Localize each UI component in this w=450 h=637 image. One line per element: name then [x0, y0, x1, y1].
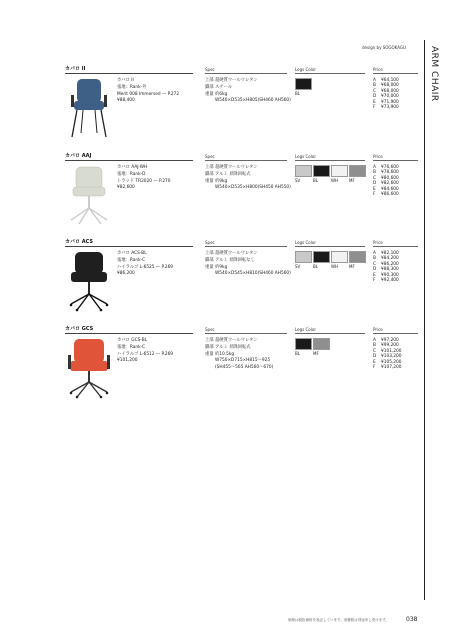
- price-value: ¥82,600: [381, 181, 399, 187]
- spec-row: [205, 338, 273, 345]
- spec-header: Spec: [205, 67, 215, 72]
- price-value: ¥86,200: [381, 261, 399, 267]
- info-line: ¥86,200: [117, 271, 135, 277]
- leg-color-swatch: [313, 251, 330, 263]
- price-list: [373, 338, 402, 370]
- chair-image: [65, 337, 113, 399]
- spec-value: 超硬質ウールウレタン: [215, 78, 258, 83]
- price-value: ¥97,200: [381, 338, 399, 343]
- price-grade: F: [373, 105, 376, 111]
- price-value: ¥68,000: [381, 88, 399, 94]
- price-row: [373, 192, 399, 197]
- price-row: [373, 105, 399, 110]
- info-line: ¥82,600: [117, 185, 135, 191]
- page-number: 038: [406, 616, 418, 623]
- product-section: [65, 65, 418, 147]
- spec-row: [205, 258, 291, 265]
- chair-image: [65, 77, 113, 139]
- price-grade: C: [373, 88, 377, 94]
- leg-color-swatch: [313, 338, 330, 350]
- price-header: Price: [373, 67, 383, 72]
- info-line: トラッド TR2020 ― P.270: [117, 178, 171, 184]
- price-grade: D: [373, 354, 377, 360]
- spec-header: Spec: [205, 240, 215, 245]
- spec-rule: [205, 73, 287, 74]
- spec-value: スチール: [215, 84, 233, 90]
- price-grade: B: [373, 343, 376, 349]
- spec-row: [205, 165, 291, 172]
- price-grade: F: [373, 192, 376, 198]
- price-value: ¥92,400: [381, 278, 399, 284]
- price-value: ¥107,200: [381, 365, 402, 371]
- price-grade: C: [373, 348, 377, 354]
- leg-color-label: BL: [295, 91, 300, 96]
- price-value: ¥71,900: [381, 99, 399, 105]
- leg-color-swatch: [295, 165, 312, 177]
- spec-value: W750×D715×H815〜925: [215, 358, 271, 364]
- leg-color-swatch: [331, 251, 348, 263]
- spec-rule: [205, 160, 287, 161]
- spec-value: (SH455〜565 AH560〜670): [215, 365, 274, 371]
- price-grade: F: [373, 365, 376, 371]
- leg-color-label: MF: [349, 178, 355, 183]
- leg-color-swatch: [295, 338, 312, 350]
- spec-value: 約9kg: [215, 264, 228, 270]
- legs-rule: [295, 160, 365, 161]
- leg-color-label: BL: [313, 178, 318, 183]
- legs-header: Legs Color: [295, 67, 316, 72]
- leg-color-swatch: [349, 165, 366, 177]
- legs-header: Legs Color: [295, 154, 316, 159]
- price-grade: D: [373, 181, 377, 187]
- price-grade: D: [373, 267, 377, 273]
- price-grade: B: [373, 256, 376, 262]
- spec-rule: [205, 246, 287, 247]
- price-row: [373, 365, 402, 370]
- spec-row: [205, 365, 273, 372]
- spec-value: 超硬質ウールウレタン: [215, 165, 258, 170]
- price-list: [373, 165, 399, 197]
- spec-value: 約6kg: [215, 91, 228, 97]
- spec-list: [205, 338, 273, 372]
- price-value: ¥70,000: [381, 94, 399, 100]
- price-value: ¥64,100: [381, 78, 399, 83]
- spec-key: 上部: [205, 251, 214, 256]
- section-rule: [65, 73, 193, 74]
- product-section: [65, 238, 418, 320]
- price-value: ¥76,600: [381, 165, 399, 170]
- chair-image: [65, 164, 113, 226]
- leg-color-label: MF: [313, 351, 319, 356]
- price-value: ¥99,200: [381, 343, 399, 349]
- spec-row: [205, 98, 291, 105]
- price-header: Price: [373, 327, 383, 332]
- spec-list: [205, 165, 291, 192]
- leg-color-swatch: [331, 165, 348, 177]
- price-rule: [373, 246, 418, 247]
- spec-header: Spec: [205, 154, 215, 159]
- price-grade: E: [373, 186, 376, 192]
- price-grade: B: [373, 170, 376, 176]
- spec-key: 上部: [205, 338, 214, 343]
- price-value: ¥68,000: [381, 83, 399, 89]
- price-value: ¥90,300: [381, 272, 399, 278]
- product-info: [117, 165, 171, 192]
- price-list: [373, 78, 399, 110]
- price-rule: [373, 160, 418, 161]
- product-section: [65, 325, 418, 407]
- price-value: ¥101,200: [381, 348, 402, 354]
- info-line: 張地：Rank-C: [117, 257, 146, 263]
- product-section: [65, 152, 418, 234]
- chair-image: [65, 250, 113, 312]
- spec-row: [205, 185, 291, 192]
- price-value: ¥103,200: [381, 354, 402, 360]
- leg-color-label: SV: [295, 178, 301, 183]
- info-line: 張地：Rank-D: [117, 171, 146, 177]
- side-tab: [424, 40, 450, 600]
- leg-color-label: MF: [349, 264, 355, 269]
- price-header: Price: [373, 154, 383, 159]
- price-header: Price: [373, 240, 383, 245]
- spec-value: 約10.5kg: [215, 351, 235, 357]
- info-line: ¥101,200: [117, 358, 138, 364]
- price-grade: C: [373, 175, 377, 181]
- spec-list: [205, 78, 291, 105]
- spec-row: [205, 271, 291, 278]
- price-grade: C: [373, 261, 377, 267]
- spec-key: 脚部: [205, 84, 214, 90]
- spec-key: 上部: [205, 165, 214, 170]
- product-info: [117, 251, 173, 278]
- price-value: ¥80,600: [381, 175, 399, 181]
- spec-value: 超硬質ウールウレタン: [215, 338, 258, 343]
- spec-value: アルミ 昇降回転なし: [215, 257, 255, 263]
- price-value: ¥73,900: [381, 105, 399, 111]
- spec-value: 超硬質ウールウレタン: [215, 251, 258, 256]
- spec-key: 重量: [205, 178, 214, 184]
- leg-color-label: BL: [295, 351, 300, 356]
- footnote: 価格は税抜価格を表記しています。消費税は別途申し受けます。: [288, 618, 389, 622]
- legs-rule: [295, 73, 365, 74]
- price-value: ¥84,600: [381, 186, 399, 192]
- leg-color-label: SV: [295, 264, 301, 269]
- leg-color-label: WH: [331, 264, 338, 269]
- side-tab-label: ARM CHAIR: [429, 46, 439, 102]
- price-grade: B: [373, 83, 376, 89]
- price-grade: D: [373, 94, 377, 100]
- section-rule: [65, 333, 193, 334]
- leg-color-label: BL: [313, 264, 318, 269]
- leg-color-label: WH: [331, 178, 338, 183]
- product-info: [117, 338, 173, 365]
- section-rule: [65, 246, 193, 247]
- leg-color-swatch: [295, 251, 312, 263]
- info-line: 張地：Rank-外: [117, 84, 147, 90]
- leg-color-swatch: [295, 78, 312, 90]
- info-line: ¥88,400: [117, 98, 135, 104]
- price-value: ¥78,600: [381, 170, 399, 176]
- spec-value: W540×D535×H805(SH460 AH560): [215, 98, 291, 104]
- price-list: [373, 251, 399, 283]
- product-info: [117, 78, 179, 105]
- spec-list: [205, 251, 291, 278]
- spec-rule: [205, 333, 287, 334]
- spec-key: 重量: [205, 91, 214, 97]
- price-grade: A: [373, 338, 376, 343]
- price-grade: A: [373, 165, 376, 170]
- spec-key: 重量: [205, 351, 214, 357]
- spec-row: [205, 85, 291, 92]
- price-rule: [373, 333, 418, 334]
- price-rule: [373, 73, 418, 74]
- leg-color-swatch: [349, 251, 366, 263]
- price-value: ¥86,600: [381, 192, 399, 198]
- price-row: [373, 278, 399, 283]
- price-value: ¥105,200: [381, 359, 402, 365]
- info-line: ハイラルゴ L-6512 ― P.269: [117, 351, 174, 357]
- spec-key: 脚部: [205, 257, 214, 263]
- spec-key: 脚部: [205, 171, 214, 177]
- info-line: カバロ AAJ-WH: [117, 165, 148, 170]
- product-name: カバロ GCS: [65, 326, 94, 332]
- credit-line: design by SOGOKAGU: [362, 45, 406, 50]
- product-name: カバロ II: [65, 66, 86, 72]
- info-line: カバロ ACS-BL: [117, 251, 147, 256]
- spec-header: Spec: [205, 327, 215, 332]
- spec-value: W540×D545×H810(SH460 AH560): [215, 271, 291, 277]
- spec-key: 脚部: [205, 344, 214, 350]
- info-line: カバロ II: [117, 78, 134, 83]
- product-name: カバロ AAJ: [65, 153, 92, 159]
- legs-header: Legs Color: [295, 240, 316, 245]
- legs-rule: [295, 246, 365, 247]
- spec-row: [205, 78, 291, 85]
- price-value: ¥88,300: [381, 267, 399, 273]
- price-grade: E: [373, 272, 376, 278]
- spec-row: [205, 251, 291, 258]
- info-line: 張地：Rank-C: [117, 344, 146, 350]
- info-line: ハイラルゴ L-6525 ― P.269: [117, 264, 174, 270]
- leg-color-swatch: [313, 165, 330, 177]
- spec-value: アルミ 昇降回転式: [215, 344, 251, 350]
- price-grade: A: [373, 251, 376, 256]
- legs-header: Legs Color: [295, 327, 316, 332]
- spec-value: W540×D535×H800(SH450 AH550): [215, 185, 291, 191]
- price-grade: E: [373, 99, 376, 105]
- product-name: カバロ ACS: [65, 239, 93, 245]
- section-rule: [65, 160, 193, 161]
- price-grade: F: [373, 278, 376, 284]
- spec-value: 約9kg: [215, 178, 228, 184]
- legs-rule: [295, 333, 365, 334]
- spec-value: アルミ 昇降回転式: [215, 171, 251, 177]
- price-grade: E: [373, 359, 376, 365]
- info-line: カバロ GCS-BL: [117, 338, 148, 343]
- info-line: Merit 008 Immersed ― P.272: [117, 91, 180, 97]
- spec-key: 重量: [205, 264, 214, 270]
- spec-key: 上部: [205, 78, 214, 83]
- spec-row: [205, 345, 273, 352]
- price-grade: A: [373, 78, 376, 83]
- spec-row: [205, 172, 291, 179]
- price-value: ¥82,100: [381, 251, 399, 256]
- price-value: ¥84,200: [381, 256, 399, 262]
